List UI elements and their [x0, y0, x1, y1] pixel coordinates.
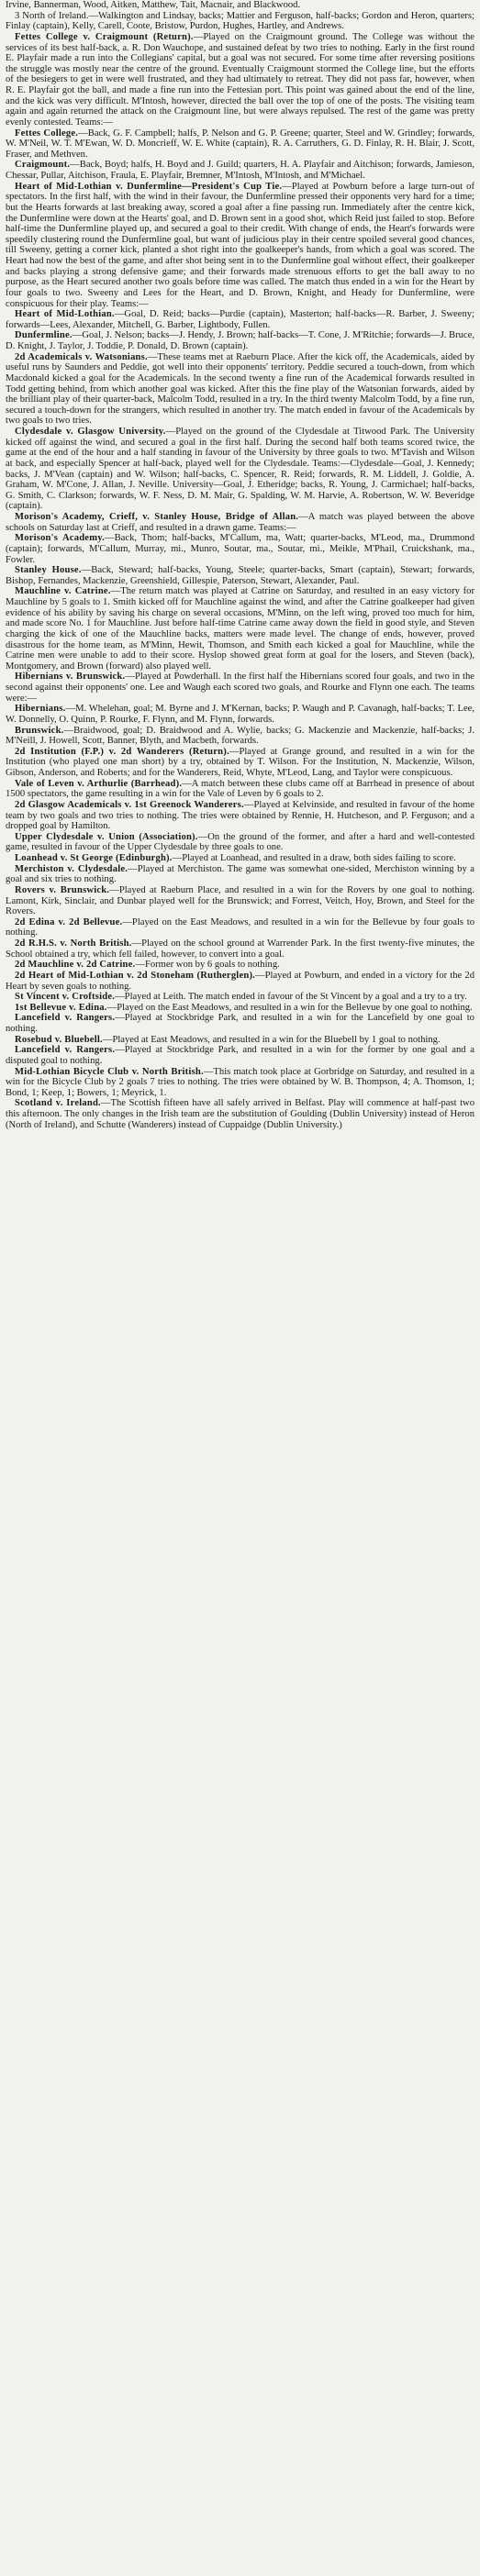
report-paragraph — [6, 512, 474, 533]
report-text: —Played on the East Meadows, and resulted in a win for the Bellevue by one goal to nothing. — [106, 1002, 473, 1013]
match-heading: Rosebud v. Bluebell. — [15, 1034, 103, 1045]
report-text: —Played at Grange ground, and resulted in a win for the Institution (who played one man short) by a try, obtained by T. Wilson. For the Institution, N. Mackenzie, Wilson, Gibson, Anderson, and Roberts; and for the Wanderers, Reid, Whyte, M'Leod, Lang, and Taylor were conspicuous. — [6, 746, 474, 778]
report-paragraph — [6, 533, 474, 565]
match-heading: Vale of Leven v. Arthurlie (Barrhead). — [15, 778, 183, 789]
report-paragraph — [6, 182, 474, 310]
match-heading: Morison's Academy, Crieff, v. Stanley House, Bridge of Allan. — [15, 512, 299, 522]
report-paragraph — [6, 853, 474, 864]
report-paragraph — [6, 565, 474, 586]
match-heading: Clydesdale v. Glasgow University. — [15, 427, 166, 437]
report-text: —Back, G. F. Campbell; halfs, P. Nelson and G. P. Greene; quarter, Steel and W. Grindley; forwards, W. M'Neil, W. T. M'Ewan, W. D. Moncrieff, W. E. White (captain), R. A. Carruthers, G. D. Finlay, R. H. Blair, J. Scott, Fraser, and Methven. — [6, 128, 474, 160]
report-paragraph — [6, 352, 474, 427]
report-paragraph — [6, 128, 474, 161]
report-text: —Goal, J. Nelson; backs—J. Hendy, J. Brown; half-backs—T. Cone, J. M'Ritchie; forwards—J. Bruce, D. Knight, J. Taylor, J. Toddie, P. Donald, D. Brown (captain). — [6, 330, 474, 351]
report-paragraph — [6, 800, 474, 832]
match-heading: Dunfermline. — [15, 330, 73, 341]
report-text: —Played on the Craigmount ground. The College was without the services of its best half-back, a. R. Don Wauchope, and sustained defeat by two tries to nothing. Early in the first round E. Playfair made a run into the Collegians' capital, but a goal was not secured. For some time after reversing positions the struggle was mostly near the centre of the ground. Eventually Craigmount stormed the College line, but the efforts of the besiegers to get in were well frustrated, and they had ultimately to retreat. They did not pass far, however, when R. E. Playfair got the ball, and made a fine run into the Fettesian port. This point was gained about the end of the line, and the kick was very difficult. M'Intosh, however, directed the ball over the top of one of the posts. The visiting team again and again returned the attack on the Craigmount line, but were always repulsed. The rest of the game was pretty evenly contested. Teams:— — [6, 31, 474, 128]
match-heading: Upper Clydesdale v. Union (Association). — [15, 831, 198, 842]
report-paragraph — [6, 1003, 474, 1014]
match-heading: 2d Institution (F.P.) v. 2d Wanderers (Return). — [15, 746, 229, 757]
report-text: —Played at Powderhall. In the first half the Hibernians scored four goals, and two in the second against their opponents' one. Lee and Waugh each scored two goals, and Rourke and Flynn one each. The teams were:— — [6, 672, 475, 704]
report-paragraph — [6, 779, 474, 800]
match-heading: 2d Heart of Mid-Lothian v. 2d Stoneham (Rutherglen). — [15, 970, 256, 981]
match-heading: Mid-Lothian Bicycle Club v. North British. — [15, 1066, 204, 1077]
report-paragraph — [6, 1013, 474, 1034]
match-heading: Merchiston v. Clydesdale. — [15, 863, 128, 874]
match-heading: Lancefield v. Rangers. — [15, 1013, 116, 1024]
report-text: —Played at Powburn, and ended in a victory for the 2d Heart by seven goals to nothing. — [6, 970, 474, 992]
match-heading: Brunswick. — [15, 725, 64, 736]
report-text: —Former won by 6 goals to nothing. — [135, 960, 280, 971]
report-text: —A match between these clubs came off at Barrhead in presence of about 1500 spectators, the game resulting in a win for the Vale of Leven by 6 goals to 2. — [6, 778, 475, 800]
report-paragraph — [6, 704, 474, 725]
report-paragraph — [6, 832, 474, 853]
report-text: —Played at Raeburn Place, and resulted in a win for the Rovers by one goal to nothing. Lamont, Kirk, Sinclair, and Dunbar played well for the Brunswick; and Forrest, Veitch, Hoy, Brown, and Steel for the Rovers. — [6, 884, 474, 917]
match-heading: 1st Bellevue v. Edina. — [15, 1002, 107, 1013]
report-paragraph — [6, 11, 474, 32]
report-text: Irvine, Bannerman, Wood, Aitken, Matthew, Tait, Macnair, and Blackwood. — [6, 0, 301, 10]
report-text: 3 North of Ireland.—Walkington and Lindsay, backs; Mattier and Ferguson, half-backs; Gordon and Heron, quarters; Finlay (captain), Kelly, Carell, Coote, Bristow, Purdon, Hughes, Hartley, and Andrews. — [6, 10, 474, 32]
report-paragraph — [6, 330, 474, 351]
report-text: —These teams met at Raeburn Place. After the kick off, the Academicals, aided by useful runs by Saunders and Peddie, got well into their opponents' territory. Peddie secured a touch-down, from which Macdonald kicked a goal for the Academicals. In the second twenty a fine run of the Academical forwards resulted in Todd getting behind, from which another goal was kicked. After this the fine play of the Watsonian forwards, aided by the brilliant play of their quarter-back, Malcolm Todd, resulted in a try. In the third twenty Malcolm Todd, by a fine run, secured a touch-down for the strangers, which resulted in another try. The match ended in favour of the Academicals by two goals to two tries. — [6, 351, 474, 427]
report-text: —This match took place at Gorbridge on Saturday, and resulted in a win for the Bicycle Club by 2 goals 7 tries to nothing. The tries were obtained by W. B. Thompson, 4; A. Thomson, 1; Bond, 1; Keep, 1; Bowers, 1; Meyrick, 1. — [6, 1066, 474, 1098]
report-paragraph — [6, 32, 474, 128]
report-text: —Played on the East Meadows, and resulted in a win for the Bellevue by four goals to nothing. — [6, 916, 474, 938]
newspaper-column — [0, 0, 480, 1130]
report-text: —Played at Merchiston. The game was somewhat one-sided, Merchiston winning by a goal and six tries to nothing. — [6, 863, 474, 885]
match-heading: 2d Mauchline v. 2d Catrine. — [15, 960, 136, 971]
match-heading: Rovers v. Brunswick. — [15, 884, 110, 895]
report-text: —M. Whelehan, goal; M. Byrne and J. M'Kernan, backs; P. Waugh and P. Cavanagh, half-backs; T. Lee, W. Donnelly, O. Quinn, P. Rourke, F. Flynn, and M. Flynn, forwards. — [6, 704, 474, 725]
match-heading: Fettes College. — [15, 128, 79, 139]
report-text: —A match was played between the above schools on Saturday last at Crieff, and resulted in a drawn game. Teams:— — [6, 512, 474, 533]
report-paragraph — [6, 885, 474, 917]
match-heading: Scotland v. Ireland. — [15, 1098, 101, 1109]
report-paragraph — [6, 1035, 474, 1046]
match-heading: Stanley House. — [15, 565, 82, 576]
match-heading: 2d Edina v. 2d Bellevue. — [15, 916, 123, 927]
match-heading: Loanhead v. St George (Edinburgh). — [15, 853, 173, 863]
report-text: —Played at Loanhead, and resulted in a draw, both sides failing to score. — [172, 853, 456, 863]
report-text: —Played at Leith. The match ended in favour of the St Vincent by a goal and a try to a try. — [115, 992, 467, 1003]
match-heading: Fettes College v. Craigmount (Return). — [15, 31, 194, 42]
report-paragraph — [6, 938, 474, 960]
report-paragraph — [6, 960, 474, 971]
match-heading: Morison's Academy. — [15, 533, 105, 544]
report-text: —Braidwood, goal; D. Braidwood and A. Wylie, backs; G. Mackenzie and Mackenzie, half-backs; J. M'Neill, J. Howell, Scott, Banner, Blyth, and Macbeth, forwards. — [6, 725, 474, 747]
report-text: —Played on the ground of the Clydesdale at Titwood Park. The University kicked off against the wind, and secured a goal in the first half. During the second half both teams scored twice, the game at the end of the hour and a half standing in favour of the University by three goals to two. M'Tavish and Wilson at back, and especially Spencer at half-back, played well for the Clydesdale. Teams:—Clydesdale—Goal, J. Kennedy; backs, J. M'Vean (captain) and W. Wilson; half-backs, C. Spencer, R. Reid; forwards, R. M. Liddell, J. Goldie, A. Graham, W. M'Cone, J. Allan, J. Neville. University—Goal, J. Etheridge; backs, R. Young, J. Carmichael; half-backs, G. Smith, C. Clarkson; forwards, W. F. Ness, D. M. Mair, G. Spalding, W. M. Harvie, A. Robertson, W. W. Beveridge (captain). — [6, 427, 474, 512]
match-heading: Hibernians v. Brunswick. — [15, 672, 126, 683]
match-heading: Heart of Mid-Lothian. — [15, 309, 115, 320]
report-paragraph — [6, 747, 474, 779]
report-paragraph — [6, 309, 474, 330]
match-heading: Mauchline v. Catrine. — [15, 586, 111, 597]
match-heading: Hibernians. — [15, 704, 66, 715]
report-paragraph — [6, 971, 474, 992]
report-text: —Played at Stockbridge Park, and resulted in a win for the Lancefield by one goal to nothing. — [6, 1013, 474, 1034]
report-text: —Back, Steward; half-backs, Young, Steele; quarter-backs, Smart (captain), Stewart; forwards, Bishop, Fernandes, Mackenzie, Greenshield, Gillespie, Paterson, Stewart, Alexander, Paul. — [6, 565, 474, 586]
report-paragraph — [6, 1045, 474, 1066]
report-text: —On the ground of the former, and after a hard and well-contested game, resulted in favour of the Upper Clydesdale by three goals to one. — [6, 831, 475, 853]
report-text: —Back, Boyd; halfs, H. Boyd and J. Guild; quarters, H. A. Playfair and Aitchison; forwards, Jamieson, Chessar, Pullar, Aitchison, Fraula, E. Playfair, Bremner, M'Intosh, M'Intosh, and M'Michael. — [6, 160, 474, 181]
report-paragraph — [6, 672, 474, 704]
report-text: —Played at Stockbridge Park, and resulted in a win for the former by one goal and a disputed goal to nothing. — [6, 1045, 474, 1066]
report-paragraph — [6, 1067, 474, 1099]
report-paragraph — [6, 992, 474, 1003]
report-paragraph — [6, 1098, 474, 1130]
report-paragraph — [6, 160, 474, 181]
match-heading: 2d Academicals v. Watsonians. — [15, 351, 148, 362]
report-text: —The Scottish fifteen have all safely arrived in Belfast. Play will commence at half-past two this afternoon. The only changes in the Irish team are the substitution of Goulding (Dublin University) instead of Heron (North of Ireland), and Schutte (Wanderers) instead of Cuppaidge (Dublin University.) — [6, 1098, 474, 1130]
match-heading: 2d R.H.S. v. North British. — [15, 938, 132, 949]
match-heading: 2d Glasgow Academicals v. 1st Greenock Wanderers. — [15, 799, 244, 810]
report-text: —Played at Powburn before a large turn-out of spectators. In the first half, with the wind in their favour, the Dunfermline pressed their opponents very hard for a time; but the Hearts forwards at last breaking away, scored a goal after a fine passing run. Immediately after the centre kick, the Dunfermline were down at the Hearts' goal, and D. Brown sent in a good shot, which Reid just failed to stop. Before half-time the Dunfermline played up, and secured a goal to their credit. With change of ends, the Heart's forwards were speedily clustering round the Dunfermline goal, but want of judicious play in their centre spoiled several good chances, till Sweeny, getting a corner kick, planted a shot right into the goalkeeper's hands, from which a goal was scored. The Heart had now the best of the game, and after shot being sent in to the Dunfermline goal without effect, their goalkeeper and backs playing a strong defensive game; and their forwards made strenuous efforts to get the ball away to no purpose, as the Heart secured another two goals before time was called. The match thus ended in a win for the Heart by four goals to two. Sweeny and Lees for the Heart, and D. Brown, Knight, and Heady for Dunfermline, were conspicuous for their play. Teams:— — [6, 181, 475, 309]
report-paragraph — [6, 427, 474, 512]
report-paragraph — [6, 586, 474, 672]
match-heading: Heart of Mid-Lothian v. Dunfermline—President's Cup Tie. — [15, 181, 283, 192]
report-text: —Back, Thom; half-backs, M'Callum, ma, Watt; quarter-backs, M'Leod, ma., Drummond (captain); forwards, M'Callum, Murray, mi., Munro, Soutar, ma., Soutar, mi., Meikle, M'Phail, Cruickshank, ma., Fowler. — [6, 533, 475, 565]
match-heading: Craigmount. — [15, 160, 71, 171]
report-text: —Goal, D. Reid; backs—Purdie (captain), Masterton; half-backs—R. Barber, J. Sweeny; forwards—Lees, Alexander, Mitchell, G. Barber, Lightbody, Fullen. — [6, 309, 474, 330]
report-paragraph — [6, 0, 474, 11]
report-text: —Played on the school ground at Warrender Park. In the first twenty-five minutes, the School obtained a try, which fell failed, however, to convert into a goal. — [6, 938, 474, 960]
match-heading: Lancefield v. Rangers. — [15, 1045, 116, 1056]
report-text: —Played at Kelvinside, and resulted in favour of the home team by two goals and two tries to nothing. The tries were obtained by Rennie, H. Hutcheson, and P. Ferguson; and a dropped goal by Hamilton. — [6, 799, 474, 832]
report-text: —The return match was played at Catrine on Saturday, and resulted in an easy victory for Mauchline by 5 goals to 1. Smith kicked off for Mauchline against the wind, and after the Catrine goalkeeper had given evidence of his ability by saving his charge on several occasions, M'Minn, on the left wing, proved too much for him, and made score No. 1 for Mauchline. Just before half-time Catrine came away down the field in good style, and Steven charging the kick of one of the Mauchline backs, matters were made level. The change of ends, however, proved disastrous for the home team, as M'Minn, Hewit, Thomson, and Smith each kicked a goal for Mauchline, while the Catrine men were unable to add to their score. Hyslop showed great form at goal for the losers, and Steven (back), Montgomery, and Brown (forward) also played well. — [6, 586, 474, 672]
report-paragraph — [6, 917, 474, 938]
report-paragraph — [6, 864, 474, 885]
report-text: —Played at East Meadows, and resulted in a win for the Bluebell by 1 goal to nothing. — [102, 1034, 441, 1045]
match-heading: St Vincent v. Croftside. — [15, 992, 116, 1003]
report-paragraph — [6, 726, 474, 747]
